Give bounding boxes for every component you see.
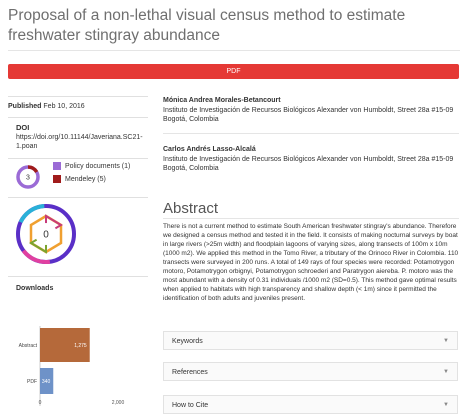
references-section-toggle[interactable] bbox=[163, 362, 458, 381]
chart-tick-label: 0 bbox=[38, 400, 42, 406]
section-label: Keywords bbox=[172, 338, 203, 345]
chart-tick-label: 2,000 bbox=[111, 400, 125, 406]
title-divider bbox=[8, 50, 460, 51]
author-affiliation: Instituto de Investigación de Recursos Biológicos Alexander von Humboldt, Street 28a #15-09 Bogotá, Colombia bbox=[163, 155, 454, 172]
plumx-score: 0 bbox=[43, 229, 49, 241]
published-info bbox=[8, 96, 148, 118]
downloads-chart bbox=[10, 326, 150, 406]
author-entry bbox=[163, 96, 461, 125]
pdf-download-button[interactable]: PDF bbox=[8, 64, 459, 79]
downloads-label: Downloads bbox=[16, 285, 54, 292]
doi-label: DOI bbox=[16, 123, 30, 132]
legend-policy-documents bbox=[53, 162, 130, 170]
metrics-donut[interactable] bbox=[16, 165, 40, 189]
legend-mendeley-label: Mendeley (5) bbox=[65, 175, 106, 183]
legend-mendeley bbox=[53, 175, 106, 183]
keywords-section-toggle[interactable] bbox=[163, 331, 458, 350]
author-entry bbox=[163, 145, 461, 174]
author-name: Carlos Andrés Lasso-Alcalá bbox=[163, 146, 256, 153]
sidebar-divider bbox=[8, 158, 148, 159]
page-title: Proposal of a non-lethal visual census method to estimate freshwater stingray abundance bbox=[8, 7, 406, 44]
plumx-score-icon[interactable] bbox=[14, 202, 78, 266]
author-divider bbox=[163, 133, 459, 134]
mendeley-swatch bbox=[53, 175, 61, 183]
published-date: Feb 10, 2016 bbox=[43, 103, 85, 110]
abstract-text: There is not a current method to estimate South American freshwater stingray's abundance. Therefore we designed a census method and tested it in the field. It consists of making nocturnal surveys by boat in large rivers (>25m width) and floodplain lagoons of varying sizes, along transects of 100m x 10m (1000 m2). We applied this method in the Tomo River, a tributary of the Orinoco River in Colombia. 110 transects were surveyed in 200 runs. A total of 149 rays of four species were recorded: Potamotrygon motoro, Potamotrygon orbignyi, Potamotrygon schroederi and Paratrygon aiereba. P. motoro was the most abundant with a density of 0.31 individuals /1000 m2 (SD=0.5). This method gave optimal results when applied to habitats with high transparency and shallow depth (< 1m) since it permitted the identification of both adults and juveniles present. bbox=[163, 223, 459, 302]
chevron-down-icon: ▼ bbox=[443, 338, 449, 344]
author-affiliation: Instituto de Investigación de Recursos Biológicos Alexander von Humboldt, Street 28a #15-09 Bogotá, Colombia bbox=[163, 106, 454, 123]
sidebar-divider bbox=[8, 276, 148, 277]
author-name: Mónica Andrea Morales-Betancourt bbox=[163, 97, 281, 104]
chart-category-label: PDF bbox=[27, 379, 37, 385]
chart-value-label: 1,275 bbox=[74, 343, 87, 349]
policy-swatch bbox=[53, 162, 61, 170]
chevron-down-icon: ▼ bbox=[443, 402, 449, 408]
doi-link[interactable]: https://doi.org/10.11144/Javeriana.SC21-1.poan bbox=[16, 134, 143, 150]
how-to-cite-section-toggle[interactable] bbox=[163, 395, 458, 414]
chart-category-label: Abstract bbox=[18, 343, 37, 349]
metrics-count: 3 bbox=[26, 174, 30, 182]
sidebar-divider bbox=[8, 197, 148, 198]
legend-policy-label: Policy documents (1) bbox=[65, 162, 131, 170]
chevron-down-icon: ▼ bbox=[443, 369, 449, 375]
published-label: Published bbox=[8, 103, 42, 110]
section-label: How to Cite bbox=[172, 402, 209, 409]
abstract-heading: Abstract bbox=[163, 200, 219, 217]
section-label: References bbox=[172, 369, 208, 376]
chart-value-label: 340 bbox=[41, 379, 51, 385]
abstract-divider bbox=[163, 218, 459, 219]
